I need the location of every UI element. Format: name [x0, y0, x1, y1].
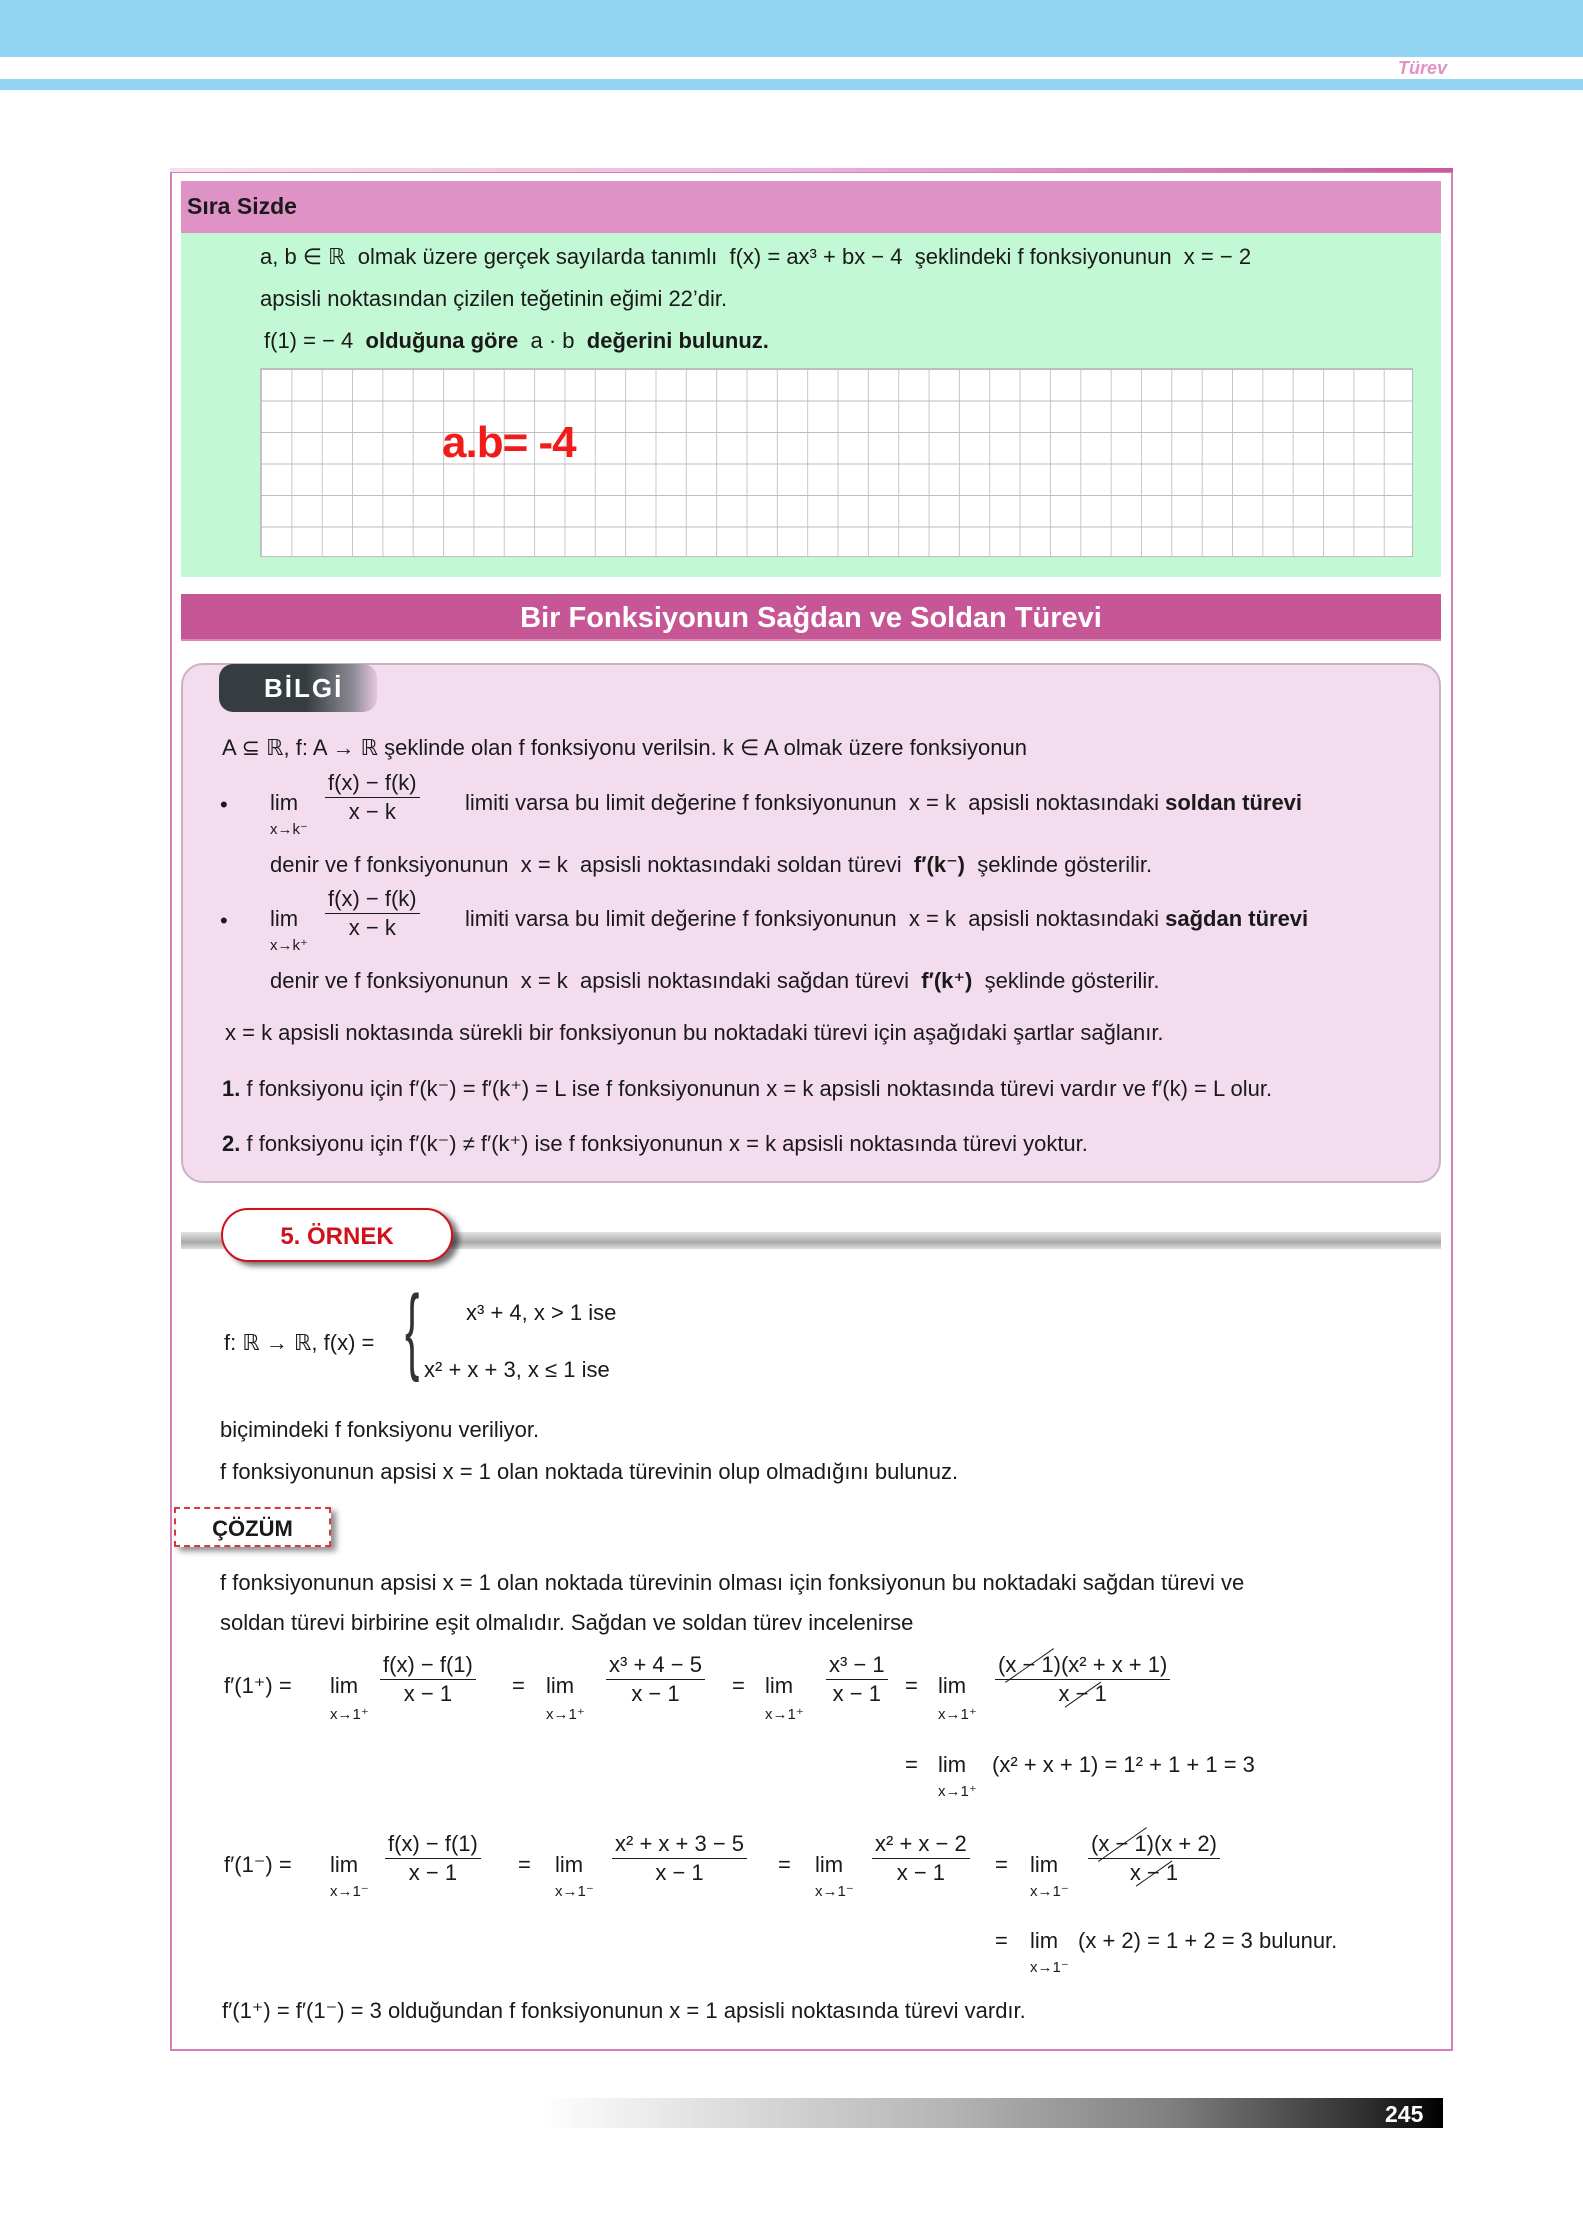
cozum-label: ÇÖZÜM: [212, 1516, 293, 1541]
lim-label: lim: [555, 1852, 584, 1877]
section-title-bar: [181, 594, 1441, 641]
case-1: x³ + 4, x > 1 ise: [466, 1300, 617, 1325]
lim-subscript: x→1⁻: [555, 1883, 594, 1900]
lim-label: lim: [270, 790, 299, 815]
lim-label: lim: [330, 1673, 359, 1698]
fraction: [826, 1652, 888, 1707]
fraction: [380, 1652, 476, 1707]
math: x = k: [908, 906, 956, 931]
cozum-intro-1: f fonksiyonunun apsisi x = 1 olan noktada türevinin olması için fonksiyonun bu noktadaki sağdan türevi ve: [220, 1570, 1245, 1595]
lim-label: lim: [1030, 1852, 1059, 1877]
bilgi-tab: [219, 664, 377, 712]
function-definition: f: ℝ → ℝ, f(x) =: [224, 1330, 375, 1355]
math-x-value: x = − 2: [1183, 244, 1252, 269]
right-derivative-result: (x² + x + 1) = 1² + 1 + 1 = 3: [992, 1752, 1255, 1777]
numerator: (x² + x + 1): [1060, 1652, 1168, 1677]
math-f1: f(1) = − 4: [264, 328, 354, 353]
left-brace-icon: {: [405, 1276, 420, 1383]
text: şeklinde gösterilir.: [977, 852, 1153, 877]
equals: =: [905, 1673, 918, 1698]
cancelled-denominator: x − 1: [1058, 1681, 1107, 1706]
denominator: x − k: [348, 799, 396, 824]
lim-label: lim: [765, 1673, 794, 1698]
equals: =: [778, 1852, 791, 1877]
math-function: f(x) = ax³ + bx − 4: [729, 244, 903, 269]
math: x = k: [520, 968, 568, 993]
rule-1: [222, 1076, 1272, 1102]
math-set: A ⊆ ℝ, f: A → ℝ: [222, 735, 378, 760]
sira-sizde-header: [181, 181, 1441, 233]
lim-subscript: x→1⁻: [330, 1883, 369, 1900]
continuity-line: x = k apsisli noktasında sürekli bir fonksiyonun bu noktadaki türevi için aşağıdaki şartlar sağlanır.: [225, 1020, 1164, 1045]
numerator: x² + x + 3 − 5: [612, 1831, 747, 1859]
term-bold: soldan türevi: [1165, 790, 1303, 815]
fraction: [325, 886, 420, 941]
fraction: [872, 1831, 970, 1886]
numerator: x³ + 4 − 5: [606, 1652, 705, 1680]
equals: =: [512, 1673, 525, 1698]
denominator: x − 1: [403, 1681, 453, 1706]
denominator: x − 1: [896, 1860, 946, 1885]
rule-number: 2.: [222, 1131, 241, 1156]
lim-subscript: x→1⁺: [938, 1706, 977, 1723]
fraction-cancelled: [995, 1652, 1170, 1707]
lim-label: lim: [938, 1673, 967, 1698]
denominator: x − 1: [408, 1860, 458, 1885]
sira-sizde-line-2: apsisli noktasından çizilen teğetinin eğimi 22’dir.: [260, 286, 728, 311]
equals: =: [995, 1928, 1008, 1953]
text: şeklindeki f fonksiyonunun: [914, 244, 1172, 269]
rule-text: f fonksiyonu için f′(k⁻) ≠ f′(k⁺) ise f fonksiyonunun x = k apsisli noktasında türevi yoktur.: [246, 1131, 1088, 1156]
cozum-intro-2: soldan türevi birbirine eşit olmalıdır. Sağdan ve soldan türev incelenirse: [220, 1610, 914, 1635]
text: olmak üzere gerçek sayılarda tanımlı: [357, 244, 718, 269]
text: apsisli noktasındaki sağdan türevi: [580, 968, 910, 993]
lim-subscript: x→1⁻: [1030, 1883, 1069, 1900]
lim-subscript: x→1⁺: [938, 1783, 977, 1800]
text: apsisli noktasındaki: [968, 906, 1159, 931]
lim-label: lim: [938, 1752, 967, 1777]
case-2: x² + x + 3, x ≤ 1 ise: [424, 1357, 610, 1382]
math-a-b-in-r: a, b ∈ ℝ: [260, 244, 346, 269]
ornek-line-1: biçimindeki f fonksiyonu veriliyor.: [220, 1417, 540, 1442]
lim-label: lim: [546, 1673, 575, 1698]
numerator: x³ − 1: [826, 1652, 888, 1680]
bullet1-line2: [270, 852, 1152, 878]
sira-sizde-title: Sıra Sizde: [187, 193, 297, 219]
lim-subscript: x→1⁺: [546, 1706, 585, 1723]
denominator: x − k: [348, 915, 396, 940]
math-ab: a · b: [530, 328, 575, 353]
handwritten-answer: a.b= -4: [442, 418, 576, 467]
bullet2-line2: [270, 968, 1159, 994]
cozum-badge: [174, 1507, 331, 1547]
chapter-label: Türev: [1398, 58, 1448, 78]
lim-subscript: x→1⁻: [815, 1883, 854, 1900]
denominator: x − 1: [832, 1681, 881, 1706]
math-k-in-a: k ∈ A: [722, 735, 778, 760]
header-band-bottom: [0, 79, 1583, 90]
sira-sizde-line-3: [264, 328, 769, 354]
cancelled-factor: (x − 1): [998, 1652, 1061, 1677]
text: limiti varsa bu limit değerine f fonksiyonunun: [465, 790, 897, 815]
equals: =: [518, 1852, 531, 1877]
math-notation: f′(k⁺): [921, 968, 973, 993]
lim-subscript: x→k⁺: [270, 937, 308, 954]
fraction: [606, 1652, 705, 1707]
left-derivative-result: (x + 2) = 1 + 2 = 3 bulunur.: [1078, 1928, 1338, 1953]
lim-subscript: x→1⁻: [1030, 1959, 1069, 1976]
rule-2: [222, 1131, 1088, 1157]
bullet1-text: [465, 790, 1302, 816]
bullet2-text: [465, 906, 1308, 932]
lim-label: lim: [815, 1852, 844, 1877]
text: apsisli noktasındaki: [968, 790, 1159, 815]
rule-number: 1.: [222, 1076, 241, 1101]
lim-label: lim: [1030, 1928, 1059, 1953]
header-band-strip: [0, 57, 1583, 79]
text-bold: olduğuna göre: [365, 328, 519, 353]
numerator: f(x) − f(k): [325, 770, 420, 798]
equals: =: [995, 1852, 1008, 1877]
term-bold: sağdan türevi: [1165, 906, 1309, 931]
cancelled-factor: (x − 1): [1091, 1831, 1154, 1856]
conclusion: f′(1⁺) = f′(1⁻) = 3 olduğundan f fonksiyonunun x = 1 apsisli noktasında türevi vardır.: [222, 1998, 1026, 2023]
bullet-dot: •: [220, 792, 228, 817]
page-number: 245: [1385, 2101, 1424, 2127]
header-band-top: [0, 0, 1583, 57]
math: x = k: [908, 790, 956, 815]
bullet-dot: •: [220, 908, 228, 933]
ornek-label: 5. ÖRNEK: [280, 1223, 394, 1250]
sira-sizde-line-1: [260, 244, 1251, 270]
numerator: f(x) − f(k): [325, 886, 420, 914]
fraction: [612, 1831, 747, 1886]
equals: =: [732, 1673, 745, 1698]
text: şeklinde olan f fonksiyonu verilsin.: [384, 735, 717, 760]
bilgi-tab-label: BİLGİ: [264, 673, 344, 703]
page-number-bar: [540, 2098, 1443, 2128]
fraction: [325, 770, 420, 825]
lim-label: lim: [330, 1852, 359, 1877]
page-frame-top-accent: [170, 168, 1453, 172]
text-bold: değerini bulunuz.: [586, 328, 769, 353]
text: şeklinde gösterilir.: [984, 968, 1160, 993]
equals: =: [905, 1752, 918, 1777]
math-notation: f′(k⁻): [913, 852, 966, 877]
left-derivative-lhs: f′(1⁻) =: [224, 1852, 292, 1877]
lim-subscript: x→k⁻: [270, 821, 308, 838]
ornek-line-2: f fonksiyonunun apsisi x = 1 olan noktada türevinin olup olmadığını bulunuz.: [220, 1459, 959, 1484]
text: denir ve f fonksiyonunun: [270, 968, 509, 993]
denominator: x − 1: [655, 1860, 704, 1885]
fraction: [385, 1831, 481, 1886]
text: denir ve f fonksiyonunun: [270, 852, 509, 877]
rule-text: f fonksiyonu için f′(k⁻) = f′(k⁺) = L ise f fonksiyonunun x = k apsisli noktasında türevi vardır ve f′(k) = L olur.: [246, 1076, 1273, 1101]
text: limiti varsa bu limit değerine f fonksiyonunun: [465, 906, 897, 931]
denominator: x − 1: [631, 1681, 680, 1706]
section-title: Bir Fonksiyonun Sağdan ve Soldan Türevi: [520, 602, 1102, 634]
answer-grid[interactable]: [260, 368, 1413, 557]
math: x = k: [520, 852, 568, 877]
lim-label: lim: [270, 906, 299, 931]
bilgi-intro: [222, 735, 1027, 761]
ornek-badge: [221, 1208, 453, 1262]
lim-subscript: x→1⁺: [765, 1706, 804, 1723]
cancelled-denominator: x − 1: [1129, 1860, 1179, 1885]
numerator: f(x) − f(1): [380, 1652, 476, 1680]
numerator: x² + x − 2: [872, 1831, 970, 1859]
numerator: f(x) − f(1): [385, 1831, 481, 1859]
right-derivative-lhs: f′(1⁺) =: [224, 1673, 292, 1698]
fraction-cancelled: [1088, 1831, 1220, 1886]
text: olmak üzere fonksiyonun: [783, 735, 1027, 760]
text: apsisli noktasındaki soldan türevi: [580, 852, 902, 877]
lim-subscript: x→1⁺: [330, 1706, 369, 1723]
numerator: (x + 2): [1153, 1831, 1217, 1856]
